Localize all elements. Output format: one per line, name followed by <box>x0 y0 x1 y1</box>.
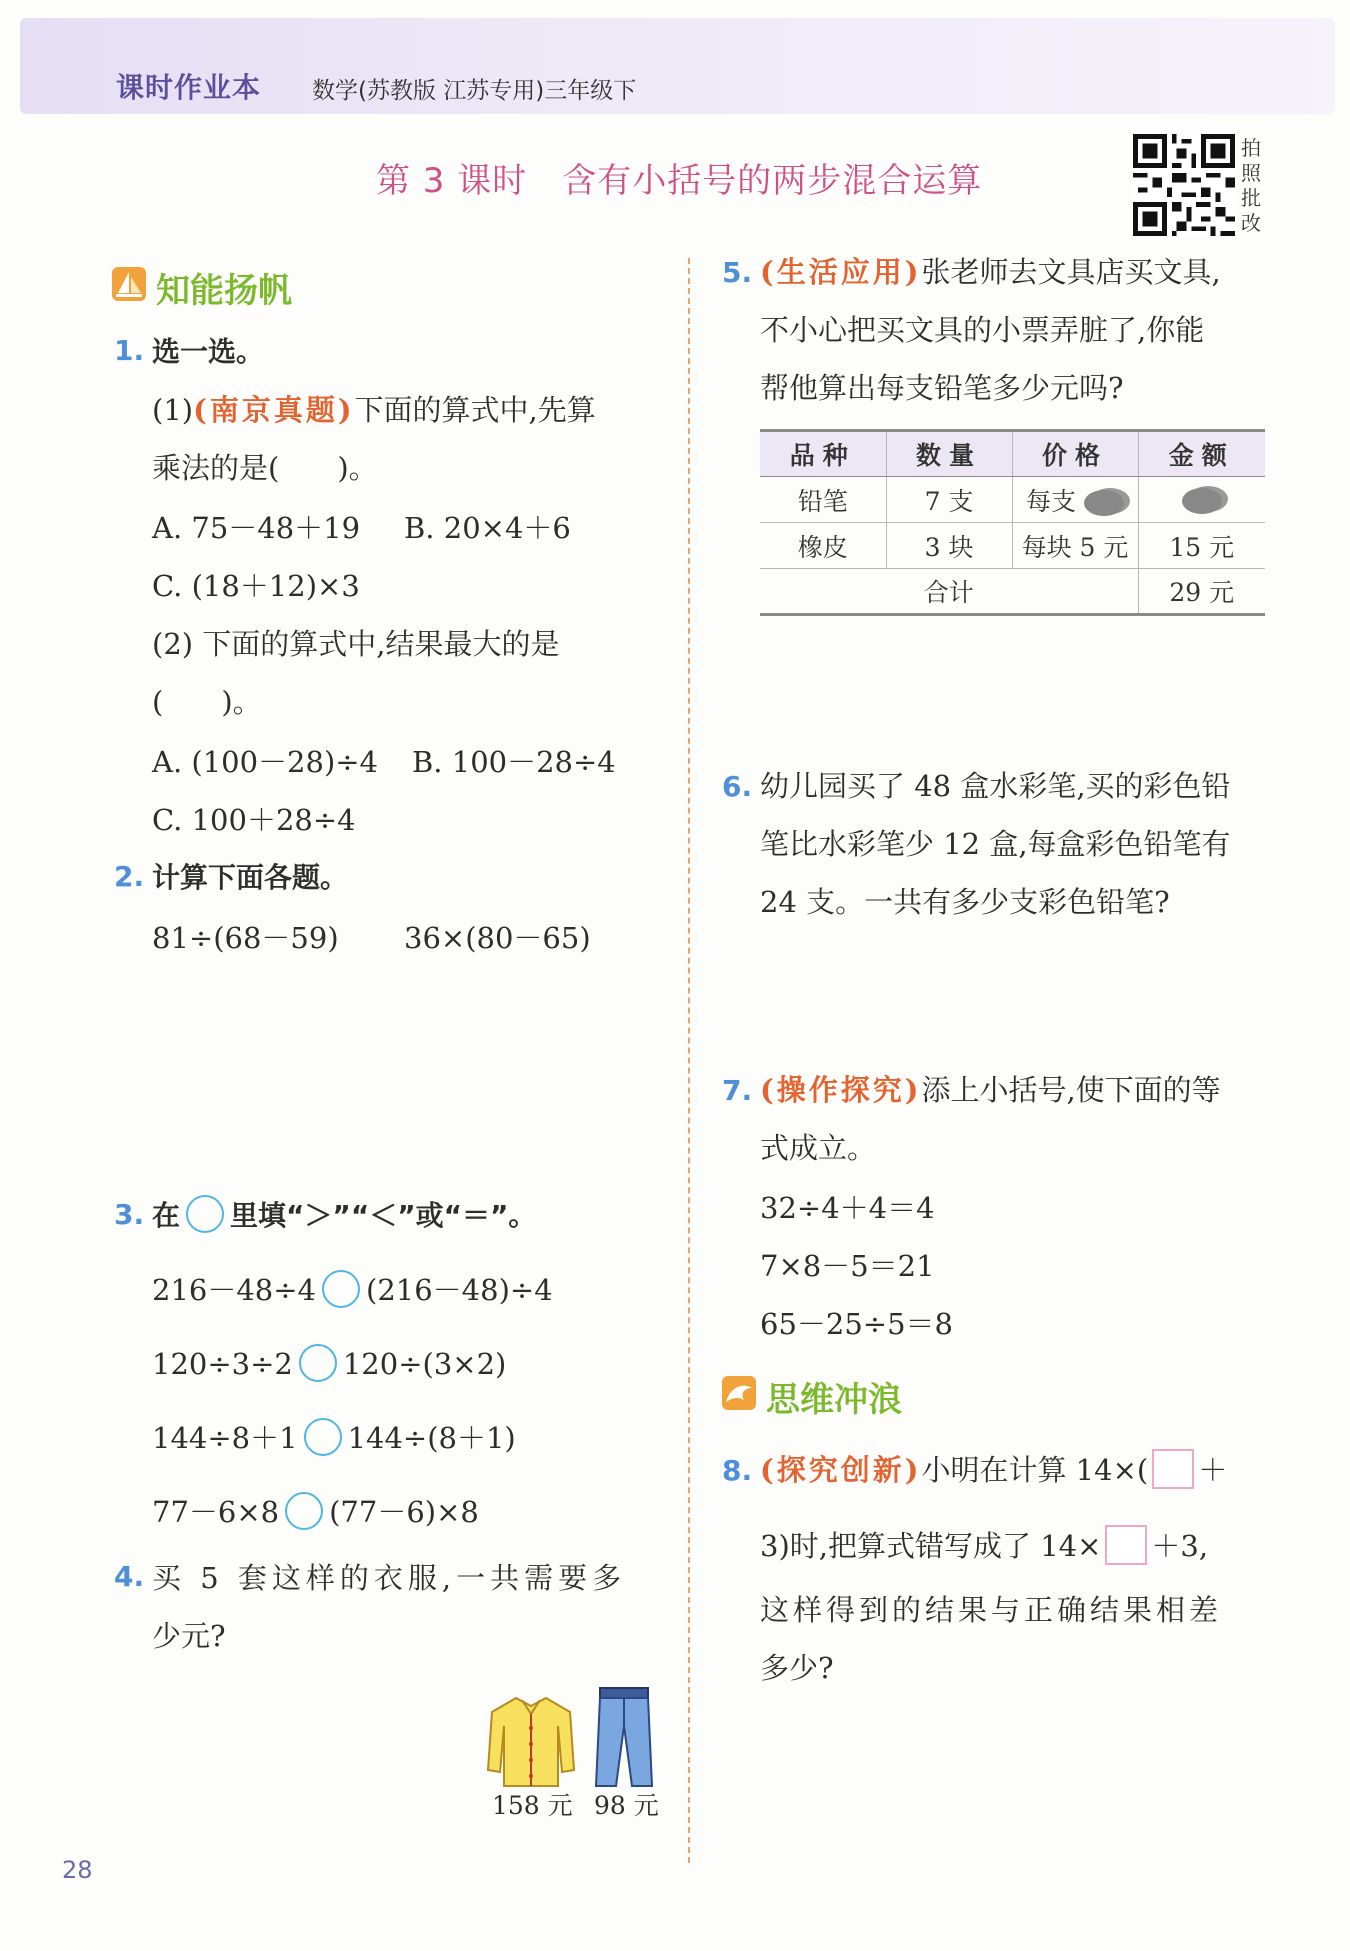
table-header: 数量 <box>886 431 1012 477</box>
ink-smudge-icon <box>1182 488 1222 514</box>
q5-text-1 <box>760 252 1221 292</box>
table-row <box>760 523 1265 569</box>
q3-row-left: 120÷3÷2 <box>152 1347 293 1381</box>
table-total-row <box>760 569 1265 615</box>
q8-tag: (探究创新) <box>760 1453 922 1487</box>
answer-circle[interactable] <box>304 1418 342 1456</box>
q3-title <box>152 1196 536 1236</box>
q1-p1-option-b[interactable]: B. 20×4＋6 <box>404 511 571 545</box>
ink-smudge-icon <box>1084 490 1124 516</box>
q5-tag: (生活应用) <box>760 255 922 289</box>
table-header: 金额 <box>1138 431 1265 477</box>
q8-text-a: 小明在计算 14×( <box>921 1453 1149 1487</box>
q3-row-1 <box>152 1270 553 1311</box>
q4-text-2: 少元? <box>152 1619 226 1653</box>
q6-text-3: 24 支。一共有多少支彩色铅笔? <box>760 885 1170 919</box>
answer-circle-icon <box>186 1195 224 1233</box>
q8-number: 8. <box>722 1454 753 1487</box>
q1-p2-option-c[interactable]: C. 100＋28÷4 <box>152 803 356 837</box>
q1-title: 选一选。 <box>152 335 265 368</box>
q6-number: 6. <box>722 770 753 803</box>
q4-text-1: 买 5 套这样的衣服,一共需要多 <box>152 1561 627 1595</box>
table-cell: 每块 5 元 <box>1012 523 1138 569</box>
q1-p1-tag: (南京真题) <box>193 393 355 427</box>
qr-code-icon[interactable] <box>1133 134 1235 236</box>
shirt-icon <box>486 1692 576 1792</box>
table-cell-price <box>1012 477 1138 523</box>
qr-caption-char: 批 <box>1241 186 1261 210</box>
q1-p1-option-c[interactable]: C. (18＋12)×3 <box>152 569 360 603</box>
receipt-table <box>760 429 1265 616</box>
table-header: 品种 <box>760 431 886 477</box>
table-cell: 3 块 <box>886 523 1012 569</box>
q7-number: 7. <box>722 1074 753 1107</box>
pants-icon <box>594 1686 654 1790</box>
pants-price: 98 元 <box>594 1791 659 1820</box>
table-header: 价格 <box>1012 431 1138 477</box>
table-cell: 7 支 <box>886 477 1012 523</box>
shirt-price: 158 元 <box>492 1791 573 1820</box>
qr-caption-char: 照 <box>1241 161 1261 185</box>
q1-p2-line1: (2) 下面的算式中,结果最大的是 <box>152 627 560 661</box>
q1-p1-line2: 乘法的是( )。 <box>152 451 378 485</box>
q3-title-b: 里填“＞”“＜”或“＝”。 <box>230 1199 537 1232</box>
q3-title-a: 在 <box>152 1199 181 1232</box>
q5-text-2: 不小心把买文具的小票弄脏了,你能 <box>760 313 1205 347</box>
q7-text-1 <box>760 1070 1221 1110</box>
q7-text-2: 式成立。 <box>760 1131 877 1165</box>
table-row <box>760 477 1265 523</box>
q5-text-3: 帮他算出每支铅笔多少元吗? <box>760 371 1124 405</box>
wave-icon <box>722 1376 756 1410</box>
table-header-row <box>760 431 1265 477</box>
q1-p1-option-a[interactable]: A. 75－48＋19 <box>152 511 361 545</box>
table-cell-amount <box>1138 477 1265 523</box>
q8-text2-b: ＋3, <box>1151 1529 1209 1563</box>
q4-number: 4. <box>114 1560 145 1593</box>
q6-text-1: 幼儿园买了 48 盒水彩笔,买的彩色铅 <box>760 769 1231 803</box>
table-total-label: 合计 <box>760 569 1138 615</box>
column-divider <box>688 258 690 1863</box>
brand-title: 课时作业本 <box>116 71 262 104</box>
q2-expr-1: 81÷(68－59) <box>152 921 339 955</box>
page-number: 28 <box>62 1856 93 1884</box>
q1-p1-line1 <box>152 390 596 430</box>
q3-row-4 <box>152 1492 479 1533</box>
q1-p2-line2: ( )。 <box>152 685 262 719</box>
table-cell: 橡皮 <box>760 523 886 569</box>
q3-row-right: (77－6)×8 <box>329 1495 479 1529</box>
q3-row-left: 216－48÷4 <box>152 1273 317 1307</box>
q1-p2-option-b[interactable]: B. 100－28÷4 <box>412 745 616 779</box>
q8-text-4: 多少? <box>760 1651 834 1685</box>
q7-equation[interactable]: 65－25÷5＝8 <box>760 1307 954 1341</box>
q5-text: 张老师去文具店买文具, <box>921 255 1221 289</box>
answer-circle[interactable] <box>285 1492 323 1530</box>
qr-caption-char: 拍 <box>1241 136 1261 160</box>
q1-p1-prefix: (1) <box>152 393 194 427</box>
q2-title: 计算下面各题。 <box>152 861 349 894</box>
book-info: 数学(苏教版 江苏专用)三年级下 <box>312 78 637 104</box>
section-title-right <box>722 1372 902 1421</box>
table-cell: 每支 <box>1026 486 1077 516</box>
section-title-left-text: 知能扬帆 <box>156 271 292 311</box>
q1-number: 1. <box>114 334 145 367</box>
table-cell: 15 元 <box>1138 523 1265 569</box>
answer-circle[interactable] <box>322 1270 360 1308</box>
q7-text: 添上小括号,使下面的等 <box>921 1073 1221 1107</box>
q3-number: 3. <box>114 1198 145 1231</box>
q3-row-3 <box>152 1418 516 1459</box>
answer-box[interactable] <box>1152 1449 1194 1489</box>
lesson-title: 第 3 课时 含有小括号的两步混合运算 <box>376 161 983 201</box>
q3-row-2 <box>152 1344 506 1385</box>
q1-p2-option-a[interactable]: A. (100－28)÷4 <box>152 745 379 779</box>
sail-icon <box>112 267 146 301</box>
q5-number: 5. <box>722 256 753 289</box>
q1-p1-text: 下面的算式中,先算 <box>354 393 596 427</box>
q3-row-left: 144÷8＋1 <box>152 1421 298 1455</box>
q6-text-2: 笔比水彩笔少 12 盒,每盒彩色铅笔有 <box>760 827 1231 861</box>
q3-row-right: (216－48)÷4 <box>366 1273 553 1307</box>
q8-text-1 <box>760 1450 1227 1492</box>
q7-equation[interactable]: 7×8－5＝21 <box>760 1249 935 1283</box>
q8-text-b: ＋ <box>1198 1453 1228 1487</box>
table-cell: 铅笔 <box>760 477 886 523</box>
q3-row-left: 77－6×8 <box>152 1495 280 1529</box>
q8-text-2 <box>760 1526 1208 1568</box>
q3-row-right: 144÷(8＋1) <box>347 1421 516 1455</box>
section-title-left <box>112 263 292 312</box>
table-total-value: 29 元 <box>1138 569 1265 615</box>
answer-circle[interactable] <box>299 1344 337 1382</box>
qr-caption <box>1241 136 1267 236</box>
section-title-right-text: 思维冲浪 <box>766 1380 902 1420</box>
qr-caption-char: 改 <box>1241 211 1261 235</box>
q3-row-right: 120÷(3×2) <box>342 1347 507 1381</box>
q7-equation[interactable]: 32÷4＋4＝4 <box>760 1191 935 1225</box>
q7-tag: (操作探究) <box>760 1073 922 1107</box>
q8-text-3: 这样得到的结果与正确结果相差 <box>760 1593 1223 1627</box>
q2-expr-2: 36×(80－65) <box>404 921 591 955</box>
q2-number: 2. <box>114 860 145 893</box>
q8-text2-a: 3)时,把算式错写成了 14× <box>760 1529 1102 1563</box>
answer-box[interactable] <box>1105 1525 1147 1565</box>
